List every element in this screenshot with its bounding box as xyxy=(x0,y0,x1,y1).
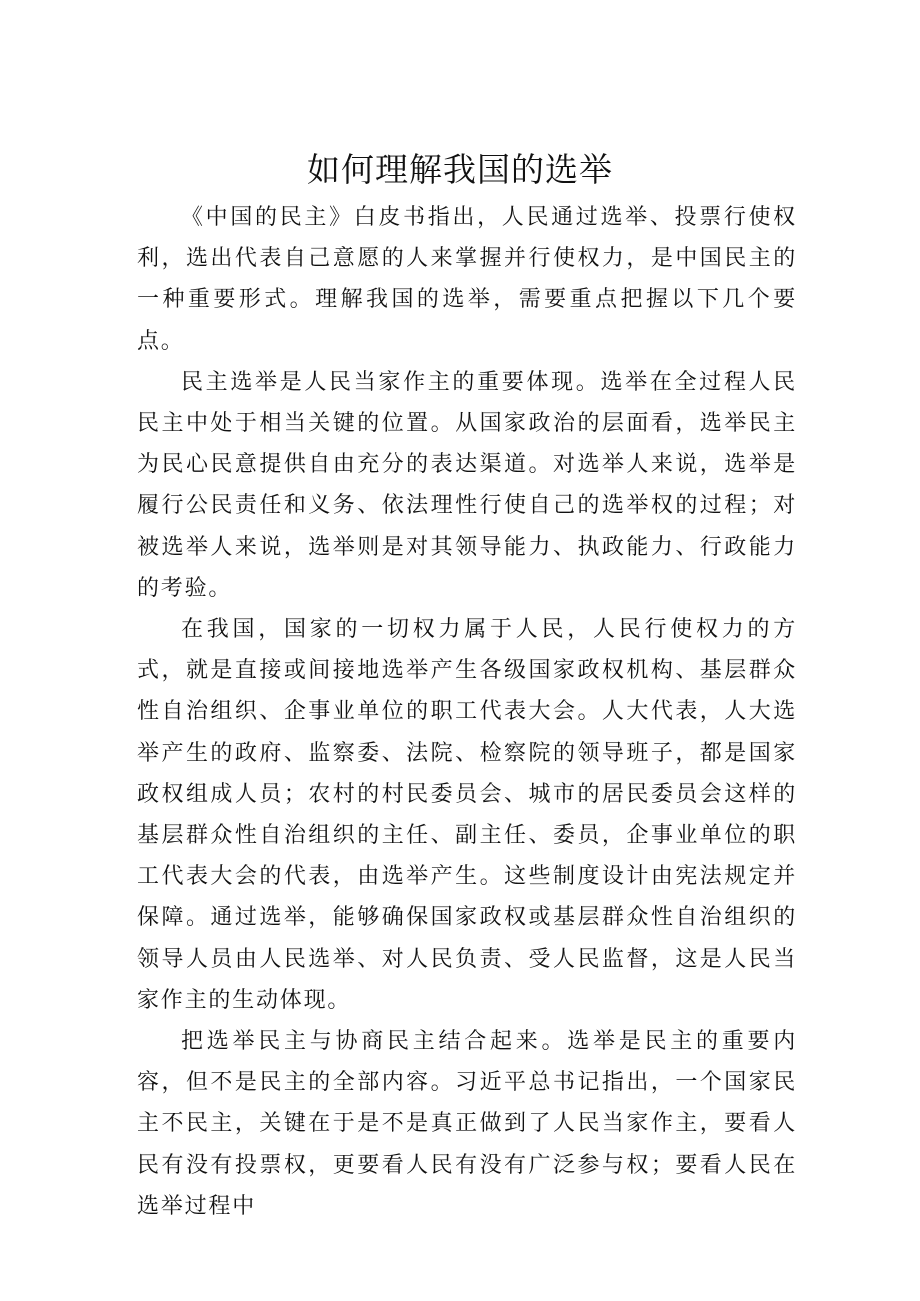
paragraph-intro: 《中国的民主》白皮书指出，人民通过选举、投票行使权利，选出代表自己意愿的人来掌握并行使权力，是中国民主的一种重要形式。理解我国的选举，需要重点把握以下几个要点。 xyxy=(137,205,797,354)
paragraph-democratic-election: 民主选举是人民当家作主的重要体现。选举在全过程人民民主中处于相当关键的位置。从国家政治的层面看，选举民主为民心民意提供自由充分的表达渠道。对选举人来说，选举是履行公民责任和义务、依法理性行使自己的选举权的过程；对被选举人来说，选举则是对其领导能力、执政能力、行政能力的考验。 xyxy=(137,369,797,601)
paragraph-power-of-people: 在我国，国家的一切权力属于人民，人民行使权力的方式，就是直接或间接地选举产生各级国家政权机构、基层群众性自治组织、企事业单位的职工代表大会。人大代表，人大选举产生的政府、监察委、法院、检察院的领导班子，都是国家政权组成人员；农村的村民委员会、城市的居民委员会这样的基层群众性自治组织的主任、副主任、委员，企事业单位的职工代表大会的代表，由选举产生。这些制度设计由宪法规定并保障。通过选举，能够确保国家政权或基层群众性自治组织的领导人员由人民选举、对人民负责、受人民监督，这是人民当家作主的生动体现。 xyxy=(137,617,797,1013)
document-body xyxy=(137,197,797,1227)
document-title: 如何理解我国的选举 xyxy=(307,150,613,189)
paragraph-electoral-and-consultative: 把选举民主与协商民主结合起来。选举是民主的重要内容，但不是民主的全部内容。习近平总书记指出，一个国家民主不民主，关键在于是不是真正做到了人民当家作主，要看人民有没有投票权，更要看人民有没有广泛参与权；要看人民在选举过程中 xyxy=(137,1029,797,1219)
